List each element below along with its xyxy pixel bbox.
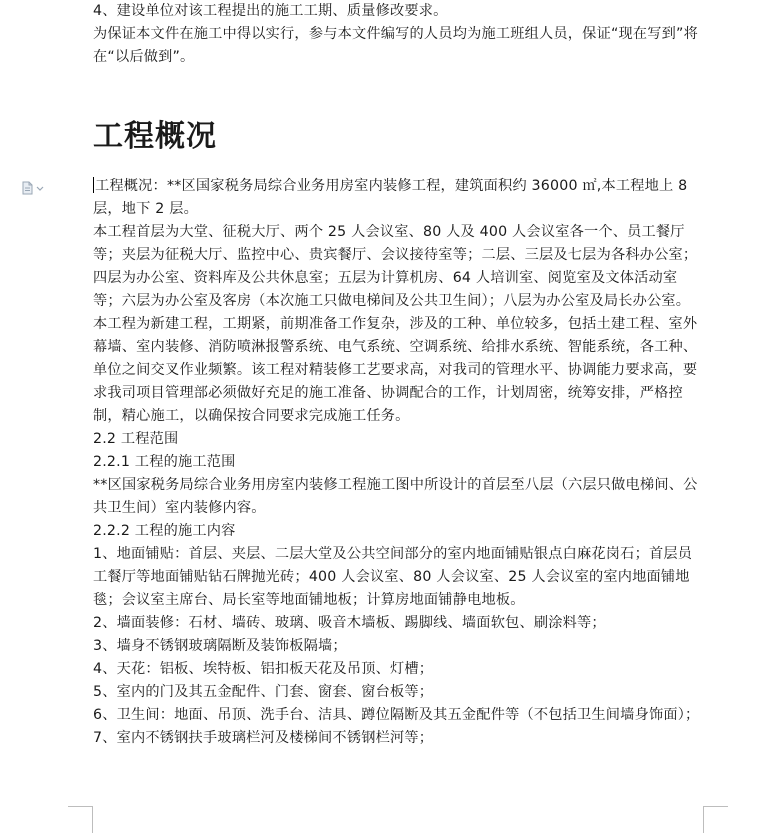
paragraph-scope: **区国家税务局综合业务用房室内装修工程施工图中所设计的首层至八层（六层只做电梯间、公共卫生间）室内装修内容。 [93, 477, 698, 516]
page-corner-mark-left [68, 806, 93, 833]
text-cursor [93, 177, 94, 193]
list-item-restroom: 6、卫生间：地面、吊顶、洗手台、洁具、蹲位隔断及其五金配件等（不包括卫生间墙身饰面）； [93, 707, 700, 723]
document-body [93, 0, 705, 750]
list-item-floor: 1、地面铺贴：首层、夹层、二层大堂及公共空间部分的室内地面铺贴银点白麻花岗石；首层员工餐厅等地面铺贴钻石牌抛光砖；400 人会议室、80 人会议室、25 人会议室的室内地面铺地毯；会议室主席台、局长室等地面铺地板；计算房地面铺静电地板。 [93, 546, 693, 608]
paragraph-item-4: 4、建设单位对该工程提出的施工工期、质量修改要求。 [93, 3, 448, 19]
section-title-2-2: 2.2 工程范围 [93, 431, 179, 447]
section-heading: 工程概况 [93, 119, 217, 154]
paragraph-floors: 本工程首层为大堂、征税大厅、两个 25 人会议室、80 人及 400 人会议室各一个、员工餐厅等；夹层为征税大厅、监控中心、贵宾餐厅、会议接待室等；二层、三层及七层为各科办公室；四层为办公室、资料库及公共休息室；五层为计算机房、64 人培训室、阅览室及文体活动室等；六层为办公室及客房（本次施工只做电梯间及公共卫生间）；八层为办公室及局长办公室。 [93, 224, 698, 309]
overview-text: 工程概况：**区国家税务局综合业务用房室内装修工程，建筑面积约 36000 ㎡,本工程地上 8 层，地下 2 层。 [93, 178, 688, 217]
section-title-2-2-1: 2.2.1 工程的施工范围 [93, 454, 236, 470]
page-corner-mark-right [703, 806, 728, 833]
paragraph-overview[interactable] [93, 175, 705, 221]
list-item-railing: 7、室内不锈钢扶手玻璃栏河及楼梯间不锈钢栏河等； [93, 730, 434, 746]
list-item-wall: 2、墙面装修：石材、墙砖、玻璃、吸音木墙板、踢脚线、墙面软包、刷涂料等； [93, 615, 606, 631]
list-item-partition: 3、墙身不锈钢玻璃隔断及装饰板隔墙； [93, 638, 347, 654]
section-title-2-2-2: 2.2.2 工程的施工内容 [93, 523, 236, 539]
list-item-ceiling: 4、天花：铝板、埃特板、铝扣板天花及吊顶、灯槽； [93, 661, 434, 677]
paragraph-project: 本工程为新建工程，工期紧，前期准备工作复杂，涉及的工种、单位较多，包括土建工程、室外幕墙、室内装修、消防喷淋报警系统、电气系统、空调系统、给排水系统、智能系统，各工种、单位之间交叉作业频繁。该工程对精装修工艺要求高，对我司的管理水平、协调能力要求高，要求我司项目管理部必须做好充足的施工准备、协调配合的工作，计划周密，统筹安排，严格控制，精心施工，以确保按合同要求完成施工任务。 [93, 316, 698, 424]
document-icon[interactable] [22, 180, 44, 194]
list-item-doors: 5、室内的门及其五金配件、门套、窗套、窗台板等； [93, 684, 434, 700]
paragraph-guarantee: 为保证本文件在施工中得以实行，参与本文件编写的人员均为施工班组人员，保证“现在写到”将在“以后做到”。 [93, 26, 698, 65]
